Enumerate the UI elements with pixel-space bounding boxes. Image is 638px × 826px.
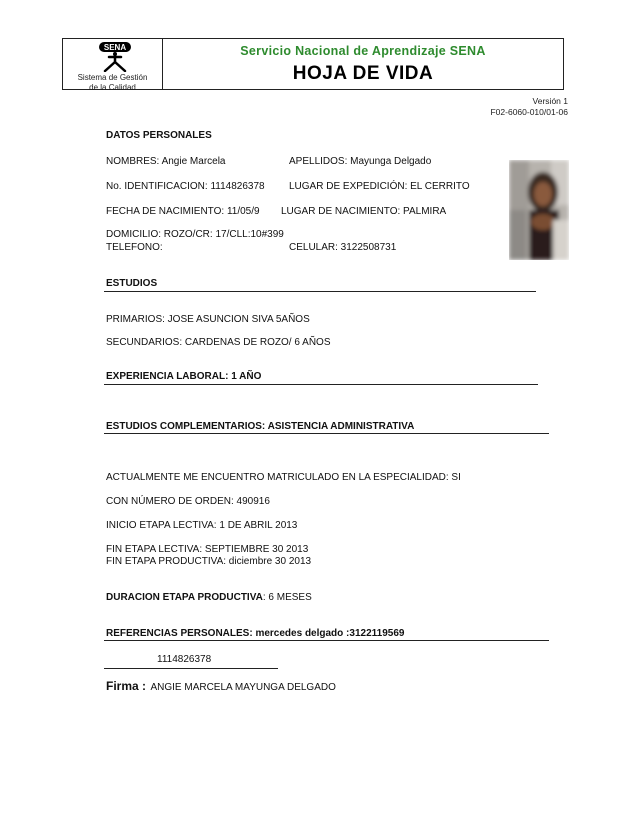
duracion-value: : 6 MESES bbox=[262, 592, 312, 603]
studies-rule bbox=[104, 291, 536, 292]
fin-productiva-field: FIN ETAPA PRODUCTIVA: diciembre 30 2013 bbox=[106, 556, 312, 567]
fecha-nacimiento-field: FECHA DE NACIMIENTO: 11/05/9 bbox=[106, 206, 260, 217]
celular-field: CELULAR: 3122508731 bbox=[289, 242, 397, 253]
signature-id: 1114826378 bbox=[157, 654, 212, 665]
lugar-expedicion-field: LUGAR DE EXPEDICIÓN: EL CERRITO bbox=[289, 181, 470, 192]
experience-heading: EXPERIENCIA LABORAL: 1 AÑO bbox=[106, 371, 262, 382]
telefono-field: TELEFONO: bbox=[106, 242, 163, 253]
personal-heading: DATOS PERSONALES bbox=[106, 130, 212, 141]
system-name-line1: Sistema de Gestión bbox=[77, 73, 148, 82]
version-label: Versión 1 bbox=[532, 96, 568, 106]
signature-line bbox=[104, 668, 278, 669]
references-heading: REFERENCIAS PERSONALES: mercedes delgado :3122119569 bbox=[106, 628, 405, 639]
secundarios-field: SECUNDARIOS: CARDENAS DE ROZO/ 6 AÑOS bbox=[106, 337, 331, 348]
experience-rule bbox=[104, 384, 538, 385]
sena-logo bbox=[93, 42, 137, 72]
document-code: F02-6060-010/01-06 bbox=[490, 107, 568, 117]
nombres-field: NOMBRES: Angie Marcela bbox=[106, 156, 226, 167]
agency-name: Servicio Nacional de Aprendizaje SENA bbox=[240, 44, 486, 58]
domicilio-field: DOMICILIO: ROZO/CR: 17/CLL:10#399 bbox=[106, 229, 284, 240]
system-name bbox=[63, 73, 162, 93]
complementary-heading: ESTUDIOS COMPLEMENTARIOS: ASISTENCIA ADMINISTRATIVA bbox=[106, 421, 415, 432]
duracion-label: DURACION ETAPA PRODUCTIVA bbox=[106, 592, 263, 603]
studies-heading: ESTUDIOS bbox=[106, 278, 158, 289]
inicio-lectiva-field: INICIO ETAPA LECTIVA: 1 DE ABRIL 2013 bbox=[106, 520, 298, 531]
orden-field: CON NÚMERO DE ORDEN: 490916 bbox=[106, 496, 270, 507]
fin-lectiva-field: FIN ETAPA LECTIVA: SEPTIEMBRE 30 2013 bbox=[106, 544, 309, 555]
duracion-field bbox=[106, 592, 312, 603]
complementary-rule bbox=[104, 433, 549, 434]
lugar-nacimiento-field: LUGAR DE NACIMIENTO: PALMIRA bbox=[281, 206, 447, 217]
signature-label: Firma : bbox=[106, 679, 147, 693]
matriculado-field: ACTUALMENTE ME ENCUENTRO MATRICULADO EN LA ESPECIALIDAD: SI bbox=[106, 472, 461, 483]
signature-name: ANGIE MARCELA MAYUNGA DELGADO bbox=[150, 682, 336, 693]
profile-photo bbox=[509, 160, 569, 260]
identificacion-field: No. IDENTIFICACION: 1114826378 bbox=[106, 181, 265, 192]
apellidos-field: APELLIDOS: Mayunga Delgado bbox=[289, 156, 432, 167]
references-rule bbox=[104, 640, 549, 641]
primarios-field: PRIMARIOS: JOSE ASUNCION SIVA 5AÑOS bbox=[106, 314, 310, 325]
document-title: HOJA DE VIDA bbox=[292, 63, 434, 84]
signature-row bbox=[106, 677, 336, 695]
logo-text: SENA bbox=[103, 43, 127, 52]
system-name-line2: de la Calidad bbox=[89, 83, 136, 92]
